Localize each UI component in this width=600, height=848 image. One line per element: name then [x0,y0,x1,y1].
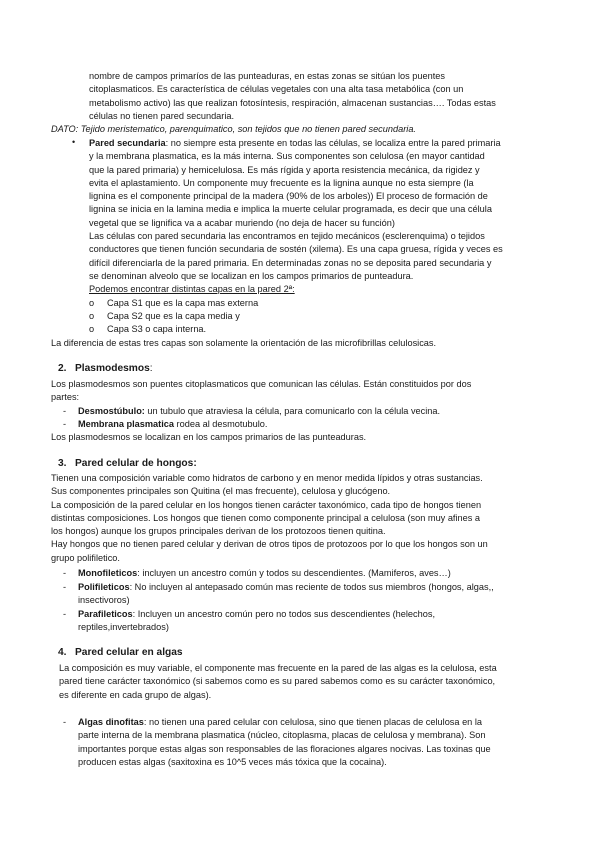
item-text: rodea al desmotubulo. [174,419,268,429]
text-line: lignina se inicia en la lamina media e implica la muerte celular programada, es decir que una célula [89,204,492,215]
text-line: metabolismo activo) las que realizan fotosíntesis, respiración, almacenan sustancias…. Todas estas [89,97,496,108]
hongos-item-parafileticos [78,608,538,635]
section-number: 2. [58,363,67,374]
dato-note: DATO: Tejido meristematico, parenquimatico, son tejidos que no tienen pared secundaria. [51,124,416,134]
section-title: Pared celular de hongos: [75,458,197,469]
item-text: parte interna de la membrana plasmatica (núcleo, citoplasma, placas de celulosa y membrana). Son [78,730,486,741]
hongos-item-polifileticos [78,581,538,608]
text-line: células no tienen pared secundaria. [89,110,235,121]
algas-item-dinofitas [78,716,538,769]
capa-item: Capa S2 que es la capa media y [107,311,240,321]
plasmodesmos-item [78,405,548,418]
text-line: La composición es muy variable, el componente mas frecuente en la pared de las algas es la celulosa, esta [59,663,497,673]
list-marker: o [89,298,95,308]
item-text: reptiles,invertebrados) [78,622,169,633]
capas-title: Podemos encontrar distintas capas en la pared 2ª: [89,284,295,295]
text-line: : no siempre esta presente en todas las células, se localiza entre la pared primaria [165,138,501,148]
list-marker: - [63,406,67,416]
algas-paragraph [59,662,539,702]
list-marker: o [89,324,95,334]
text-line: lignina es el componente principal de la madera (90% de los arboles)) El proceso de formación de [89,191,488,202]
item-text: : No incluyen al antepasado común mas reciente de todos sus miembros (hongos, algas,, [129,582,494,592]
section-heading-plasmodesmos: 2. Plasmodesmos: [58,363,153,374]
text-line: vegetal que se lignifica va a acabar muriendo (no deja de hacer su función) [89,217,395,228]
section-number: 4. [58,647,67,658]
text-line: se denominan alveolo que se localizan en los campos primarios de punteadura. [89,270,414,281]
text-line: nombre de campos primaríos de las punteaduras, en estas zonas se sitúan los puentes [89,71,445,81]
text-line: distintas composiciones. Los hongos que tienen como componente principal a celulosa (son muy afines a [51,512,480,523]
item-text: insectivoros) [78,595,130,606]
list-marker: - [63,419,67,429]
list-marker: - [63,609,67,619]
text-line: que la pared primaria) y hemicelulosa. Es más rígida y aporta resistencia mecánica, da rigidez y [89,164,480,175]
capas-diferencia: La diferencia de estas tres capas son solamente la orientación de las microfibrillas celulosicas. [51,338,437,348]
section-heading-hongos [58,457,197,471]
item-term: Desmostúbulo: [78,406,145,416]
item-text: importantes porque estas algas son responsables de las floraciones algares nocivas. Las toxinas que [78,743,491,754]
text-line: partes: [51,392,80,403]
list-marker: - [63,717,67,727]
text-line: y la membrana plasmatica, es la más interna. Sus componentes son celulosa (en mayor cantidad [89,151,485,162]
plasmodesmos-closing: Los plasmodesmos se localizan en los campos primarios de las punteaduras. [51,432,367,442]
item-term: Algas dinofitas [78,717,144,727]
text-line: La composición de la pared celular en los hongos tienen carácter taxonómico, cada tipo de hongos tienen [51,499,482,510]
hongos-paragraph [51,472,539,565]
list-marker: o [89,311,95,321]
plasmodesmos-item [78,418,548,431]
item-text: un tubulo que atraviesa la célula, para comunicarlo con la célula vecina. [144,406,441,416]
text-line: Tienen una composición variable como hidratos de carbono y en menor medida lípidos y otras sustancias. [51,473,483,483]
text-line: pared tiene carácter taxonómico (si sabemos como es su pared sabemos como es su carácter taxonómico, [59,676,496,687]
item-text: producen estas algas (saxitoxina es 10^5 veces más tóxica que la cocaina). [78,756,387,767]
text-line: es diferente en cada grupo de algas). [59,689,212,700]
pared-secundaria-term: Pared secundaria [89,138,166,148]
plasmodesmos-paragraph [51,378,536,405]
item-term: Polifileticos [78,582,130,592]
section-title: Pared celular en algas [75,647,183,658]
text-line: Hay hongos que no tienen pared celular y derivan de otros tipos de protozoos por lo que los hongos son un [51,539,488,550]
item-term: Membrana plasmatica [78,419,174,429]
item-term: Monofileticos [78,568,138,578]
text-line: Las células con pared secundaria las encontramos en tejido mecánicos (esclerenquima) o tejidos [89,231,485,242]
section-heading-algas [58,646,183,660]
intro-paragraph [89,70,536,123]
capa-item: Capa S3 o capa interna. [107,324,207,334]
list-marker: - [63,568,67,578]
text-line: los hongos) aunque los grupos principales derivan de los protozoos tienen quitina. [51,526,386,537]
item-text: : incluyen un ancestro común y todos su descendientes. (Mamiferos, aves…) [137,568,451,578]
section-number: 3. [58,458,67,469]
hongos-item-monofileticos [78,567,538,580]
text-line: citoplasmaticos. Es característica de células vegetales con una alta tasa metabólica (con un [89,84,464,95]
text-line: evita el aplastamiento. Un componente muy frecuente es la lignina aunque no esta siempre (la [89,177,474,188]
text-line: difícil diferenciarla de la pared primaria. En determinadas zonas no se deposita pared secundaria y [89,257,492,268]
pared-secundaria-paragraph [89,137,536,297]
item-text: : no tienen una pared celular con celulosa, sino que tienen placas de celulosa en la [143,717,482,727]
capa-item: Capa S1 que es la capa mas externa [107,298,259,308]
item-term: Parafileticos [78,609,133,619]
text-line: grupo polifiletico. [51,552,120,563]
text-line: conductores que tienen función secundaria de sostén (xilema). Es una capa gruesa, rígida y veces es [89,244,503,255]
item-text: : Incluyen un ancestro común pero no todos sus descendientes (helechos, [132,609,435,619]
text-line: Sus componentes principales son Quitina (el mas frecuente), celulosa y glucógeno. [51,486,391,497]
list-marker: - [63,582,67,592]
text-line: Los plasmodesmos son puentes citoplasmaticos que comunican las células. Están constituidos por dos [51,379,472,389]
bullet-marker: • [72,137,76,147]
section-title: Plasmodesmos [75,363,150,374]
